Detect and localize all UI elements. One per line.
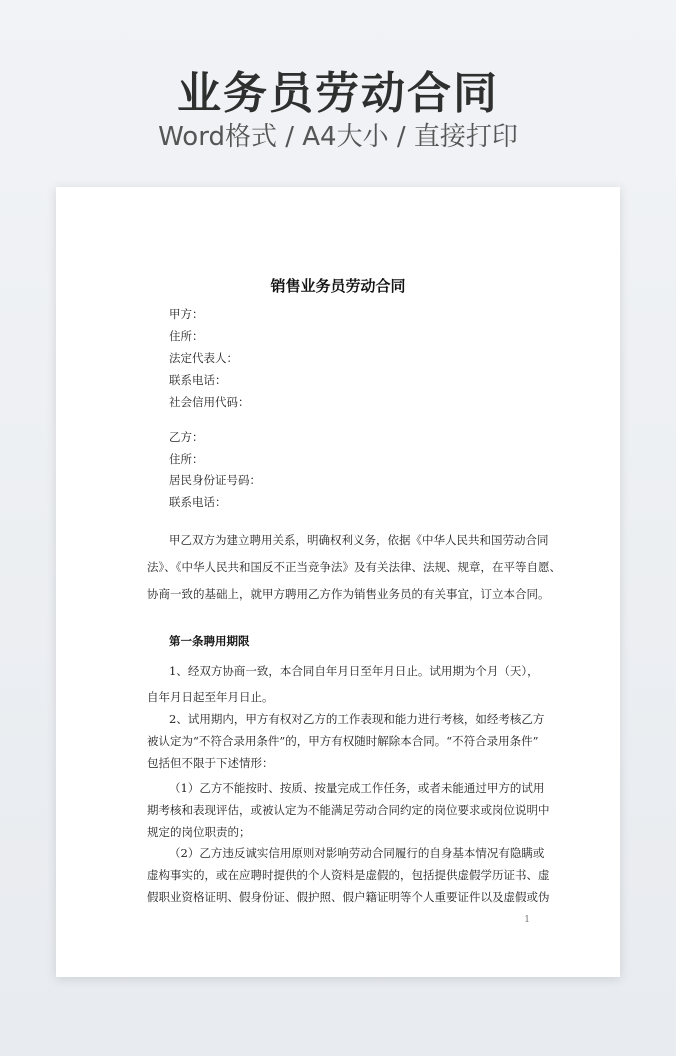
clause-1 (147, 658, 539, 710)
clause-line: 规定的岗位职责的； (147, 825, 251, 839)
document-page (56, 187, 620, 977)
clause-line: 假职业资格证明、假身份证、假护照、假户籍证明等个人重要证件以及虚假或伪 (147, 890, 550, 904)
document-title: 销售业务员劳动合同 (270, 277, 406, 295)
clause-line: 1、经双方协商一致，本合同自年月日至年月日止。试用期为个月（天）， (169, 664, 539, 678)
party-a-legal-rep-label: 法定代表人： (169, 351, 238, 365)
clause-line: （1）乙方不能按时、按质、按量完成工作任务，或者未能通过甲方的试用 (169, 781, 545, 795)
party-b-name-label: 乙方： (169, 430, 204, 444)
party-b-phone-label: 联系电话： (169, 495, 227, 509)
clause-2 (147, 708, 545, 774)
page-number: 1 (524, 915, 530, 925)
party-b-id-label: 居民身份证号码： (169, 473, 261, 487)
intro-line: 协商一致的基础上，就甲方聘用乙方作为销售业务员的有关事宜，订立本合同。 (147, 587, 550, 601)
clause-line: （2）乙方违反诚实信用原则对影响劳动合同履行的自身基本情况有隐瞒或 (169, 846, 545, 860)
party-a-phone-label: 联系电话： (169, 373, 227, 387)
clause-line: 2、试用期内，甲方有权对乙方的工作表现和能力进行考核，如经考核乙方 (169, 712, 545, 726)
intro-line: 法》、《中华人民共和国反不正当竞争法》及有关法律、法规、规章，在平等自愿、 (147, 560, 561, 574)
banner-title: 业务员劳动合同 (177, 68, 499, 119)
section-heading: 第一条聘用期限 (169, 634, 250, 648)
clause-item-2 (147, 842, 550, 908)
clause-line: 被认定为“不符合录用条件”的，甲方有权随时解除本合同。“不符合录用条件” (147, 734, 539, 748)
clause-item-1 (147, 777, 550, 843)
clause-line: 期考核和表现评估，或被认定为不能满足劳动合同约定的岗位要求或岗位说明中 (147, 803, 550, 817)
party-a-credit-code-label: 社会信用代码： (169, 395, 250, 409)
party-b-address-label: 住所： (169, 452, 204, 466)
banner-subtitle: Word格式 / A4大小 / 直接打印 (158, 122, 518, 152)
intro-paragraph (147, 527, 561, 608)
party-a-address-label: 住所： (169, 329, 204, 343)
party-a-name-label: 甲方： (169, 307, 204, 321)
clause-line: 自年月日起至年月日止。 (147, 690, 274, 704)
intro-line: 甲乙双方为建立聘用关系，明确权利义务，依据《中华人民共和国劳动合同 (169, 533, 549, 547)
clause-line: 虚构事实的，或在应聘时提供的个人资料是虚假的，包括提供虚假学历证书、虚 (147, 868, 550, 882)
clause-line: 包括但不限于下述情形： (147, 756, 274, 770)
